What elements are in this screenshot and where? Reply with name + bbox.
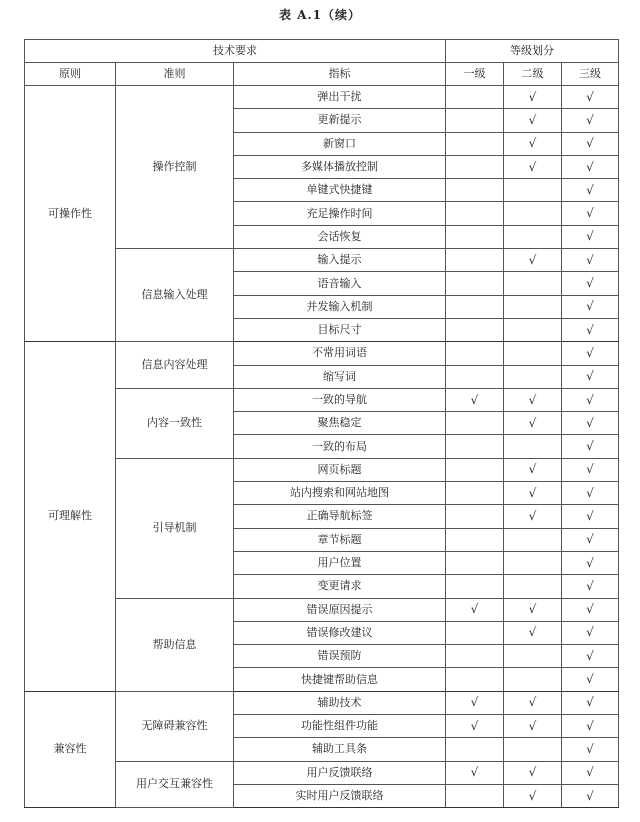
level-2-cell	[504, 202, 562, 225]
level-2-cell	[504, 761, 562, 784]
table-row	[25, 691, 619, 714]
guideline-cell: 无障碍兼容性	[116, 691, 234, 761]
level-1-cell	[446, 249, 504, 272]
guideline-cell: 用户交互兼容性	[116, 761, 234, 808]
level-3-cell	[562, 482, 619, 505]
indicator-cell: 更新提示	[234, 109, 446, 132]
requirements-table	[24, 39, 619, 808]
check-mark-icon: √	[528, 159, 537, 174]
indicator-cell: 错误原因提示	[234, 598, 446, 621]
check-mark-icon: √	[586, 555, 594, 570]
check-mark-icon: √	[470, 602, 479, 617]
guideline-cell: 帮助信息	[116, 598, 234, 691]
level-1-cell	[446, 365, 504, 388]
level-2-cell	[504, 388, 562, 411]
check-mark-icon: √	[586, 602, 594, 617]
check-mark-icon: √	[528, 508, 537, 523]
header-level-2: 二级	[504, 63, 562, 86]
level-3-cell	[562, 179, 619, 202]
principle-cell: 兼容性	[25, 691, 116, 807]
indicator-cell: 辅助工具条	[234, 738, 446, 761]
guideline-cell: 信息内容处理	[116, 342, 234, 389]
level-3-cell	[562, 272, 619, 295]
level-2-cell	[504, 179, 562, 202]
check-mark-icon: √	[586, 182, 594, 197]
level-3-cell	[562, 365, 619, 388]
check-mark-icon: √	[586, 415, 594, 430]
check-mark-icon: √	[528, 462, 537, 477]
level-1-cell	[446, 551, 504, 574]
level-1-cell	[446, 598, 504, 621]
level-1-cell	[446, 761, 504, 784]
guideline-cell: 操作控制	[116, 86, 234, 249]
indicator-cell: 缩写词	[234, 365, 446, 388]
indicator-cell: 聚焦稳定	[234, 412, 446, 435]
principle-cell: 可理解性	[25, 342, 116, 691]
check-mark-icon: √	[528, 485, 537, 500]
check-mark-icon: √	[586, 741, 594, 756]
level-1-cell	[446, 575, 504, 598]
level-1-cell	[446, 528, 504, 551]
level-1-cell	[446, 318, 504, 341]
level-2-cell	[504, 645, 562, 668]
check-mark-icon: √	[586, 718, 594, 733]
check-mark-icon: √	[528, 112, 537, 127]
level-3-cell	[562, 86, 619, 109]
check-mark-icon: √	[528, 625, 537, 640]
level-1-cell	[446, 621, 504, 644]
level-2-cell	[504, 365, 562, 388]
level-2-cell	[504, 505, 562, 528]
check-mark-icon: √	[586, 299, 594, 314]
level-1-cell	[446, 179, 504, 202]
indicator-cell: 新窗口	[234, 132, 446, 155]
level-2-cell	[504, 272, 562, 295]
guideline-cell: 信息输入处理	[116, 249, 234, 342]
check-mark-icon: √	[586, 625, 594, 640]
check-mark-icon: √	[586, 648, 594, 663]
level-1-cell	[446, 155, 504, 178]
level-3-cell	[562, 621, 619, 644]
level-3-cell	[562, 575, 619, 598]
level-1-cell	[446, 668, 504, 691]
check-mark-icon: √	[528, 392, 537, 407]
principle-cell: 可操作性	[25, 86, 116, 342]
level-1-cell	[446, 458, 504, 481]
level-1-cell	[446, 691, 504, 714]
level-1-cell	[446, 388, 504, 411]
check-mark-icon: √	[586, 89, 594, 104]
level-2-cell	[504, 528, 562, 551]
level-1-cell	[446, 645, 504, 668]
indicator-cell: 实时用户反馈联络	[234, 784, 446, 807]
indicator-cell: 不常用词语	[234, 342, 446, 365]
level-2-cell	[504, 295, 562, 318]
guideline-cell: 引导机制	[116, 458, 234, 598]
level-3-cell	[562, 388, 619, 411]
check-mark-icon: √	[586, 252, 594, 267]
indicator-cell: 变更请求	[234, 575, 446, 598]
level-2-cell	[504, 715, 562, 738]
header-guideline: 准则	[116, 63, 234, 86]
guideline-cell: 内容一致性	[116, 388, 234, 458]
level-3-cell	[562, 668, 619, 691]
check-mark-icon: √	[528, 89, 537, 104]
check-mark-icon: √	[586, 276, 594, 291]
indicator-cell: 弹出干扰	[234, 86, 446, 109]
check-mark-icon: √	[586, 206, 594, 221]
level-2-cell	[504, 132, 562, 155]
level-3-cell	[562, 109, 619, 132]
level-3-cell	[562, 202, 619, 225]
level-2-cell	[504, 691, 562, 714]
indicator-cell: 一致的布局	[234, 435, 446, 458]
level-3-cell	[562, 738, 619, 761]
check-mark-icon: √	[586, 392, 594, 407]
check-mark-icon: √	[528, 602, 537, 617]
check-mark-icon: √	[528, 788, 537, 803]
level-2-cell	[504, 738, 562, 761]
level-2-cell	[504, 225, 562, 248]
level-2-cell	[504, 109, 562, 132]
level-2-cell	[504, 458, 562, 481]
level-3-cell	[562, 318, 619, 341]
indicator-cell: 用户反馈联络	[234, 761, 446, 784]
header-level-1: 一级	[446, 63, 504, 86]
indicator-cell: 功能性组件功能	[234, 715, 446, 738]
level-2-cell	[504, 435, 562, 458]
check-mark-icon: √	[586, 369, 594, 384]
check-mark-icon: √	[586, 345, 594, 360]
check-mark-icon: √	[586, 159, 594, 174]
indicator-cell: 输入提示	[234, 249, 446, 272]
header-principle: 原则	[25, 63, 116, 86]
check-mark-icon: √	[586, 578, 594, 593]
indicator-cell: 站内搜索和网站地图	[234, 482, 446, 505]
level-2-cell	[504, 668, 562, 691]
level-3-cell	[562, 691, 619, 714]
level-2-cell	[504, 575, 562, 598]
level-2-cell	[504, 412, 562, 435]
level-1-cell	[446, 482, 504, 505]
indicator-cell: 语音输入	[234, 272, 446, 295]
level-1-cell	[446, 86, 504, 109]
level-3-cell	[562, 132, 619, 155]
level-3-cell	[562, 761, 619, 784]
indicator-cell: 并发输入机制	[234, 295, 446, 318]
check-mark-icon: √	[528, 718, 537, 733]
level-3-cell	[562, 715, 619, 738]
level-1-cell	[446, 109, 504, 132]
indicator-cell: 目标尺寸	[234, 318, 446, 341]
level-2-cell	[504, 86, 562, 109]
level-3-cell	[562, 412, 619, 435]
check-mark-icon: √	[470, 392, 479, 407]
check-mark-icon: √	[586, 322, 594, 337]
level-2-cell	[504, 598, 562, 621]
level-1-cell	[446, 412, 504, 435]
table-row	[25, 86, 619, 109]
check-mark-icon: √	[528, 765, 537, 780]
indicator-cell: 一致的导航	[234, 388, 446, 411]
check-mark-icon: √	[586, 695, 594, 710]
level-3-cell	[562, 528, 619, 551]
check-mark-icon: √	[586, 672, 594, 687]
level-1-cell	[446, 784, 504, 807]
check-mark-icon: √	[586, 485, 594, 500]
indicator-cell: 快捷键帮助信息	[234, 668, 446, 691]
level-2-cell	[504, 318, 562, 341]
level-1-cell	[446, 225, 504, 248]
level-1-cell	[446, 738, 504, 761]
indicator-cell: 会话恢复	[234, 225, 446, 248]
level-2-cell	[504, 155, 562, 178]
indicator-cell: 章节标题	[234, 528, 446, 551]
level-3-cell	[562, 551, 619, 574]
check-mark-icon: √	[528, 136, 537, 151]
level-1-cell	[446, 202, 504, 225]
indicator-cell: 用户位置	[234, 551, 446, 574]
level-3-cell	[562, 645, 619, 668]
check-mark-icon: √	[528, 415, 537, 430]
indicator-cell: 充足操作时间	[234, 202, 446, 225]
level-1-cell	[446, 272, 504, 295]
check-mark-icon: √	[470, 695, 479, 710]
level-3-cell	[562, 342, 619, 365]
level-3-cell	[562, 435, 619, 458]
indicator-cell: 错误修改建议	[234, 621, 446, 644]
check-mark-icon: √	[586, 532, 594, 547]
check-mark-icon: √	[586, 788, 594, 803]
level-3-cell	[562, 249, 619, 272]
check-mark-icon: √	[586, 508, 594, 523]
level-3-cell	[562, 598, 619, 621]
level-2-cell	[504, 551, 562, 574]
check-mark-icon: √	[586, 765, 594, 780]
check-mark-icon: √	[586, 112, 594, 127]
indicator-cell: 正确导航标签	[234, 505, 446, 528]
level-1-cell	[446, 505, 504, 528]
table-title: 表 A.1（续）	[278, 8, 362, 22]
indicator-cell: 网页标题	[234, 458, 446, 481]
check-mark-icon: √	[528, 695, 537, 710]
check-mark-icon: √	[528, 252, 537, 267]
level-1-cell	[446, 132, 504, 155]
indicator-cell: 单键式快捷键	[234, 179, 446, 202]
level-3-cell	[562, 225, 619, 248]
level-2-cell	[504, 342, 562, 365]
level-2-cell	[504, 621, 562, 644]
level-3-cell	[562, 505, 619, 528]
level-1-cell	[446, 715, 504, 738]
header-level-3: 三级	[562, 63, 619, 86]
level-3-cell	[562, 155, 619, 178]
check-mark-icon: √	[586, 136, 594, 151]
header-indicator: 指标	[234, 63, 446, 86]
level-3-cell	[562, 295, 619, 318]
level-1-cell	[446, 295, 504, 318]
check-mark-icon: √	[586, 462, 594, 477]
level-3-cell	[562, 458, 619, 481]
level-2-cell	[504, 784, 562, 807]
indicator-cell: 错误预防	[234, 645, 446, 668]
check-mark-icon: √	[586, 439, 594, 454]
level-2-cell	[504, 482, 562, 505]
level-2-cell	[504, 249, 562, 272]
table-row	[25, 342, 619, 365]
indicator-cell: 多媒体播放控制	[234, 155, 446, 178]
header-grade: 等级划分	[446, 40, 619, 63]
check-mark-icon: √	[470, 765, 479, 780]
level-3-cell	[562, 784, 619, 807]
level-1-cell	[446, 342, 504, 365]
level-1-cell	[446, 435, 504, 458]
header-tech-requirements: 技术要求	[25, 40, 446, 63]
check-mark-icon: √	[586, 229, 594, 244]
check-mark-icon: √	[470, 718, 479, 733]
indicator-cell: 辅助技术	[234, 691, 446, 714]
table-body	[25, 86, 619, 808]
